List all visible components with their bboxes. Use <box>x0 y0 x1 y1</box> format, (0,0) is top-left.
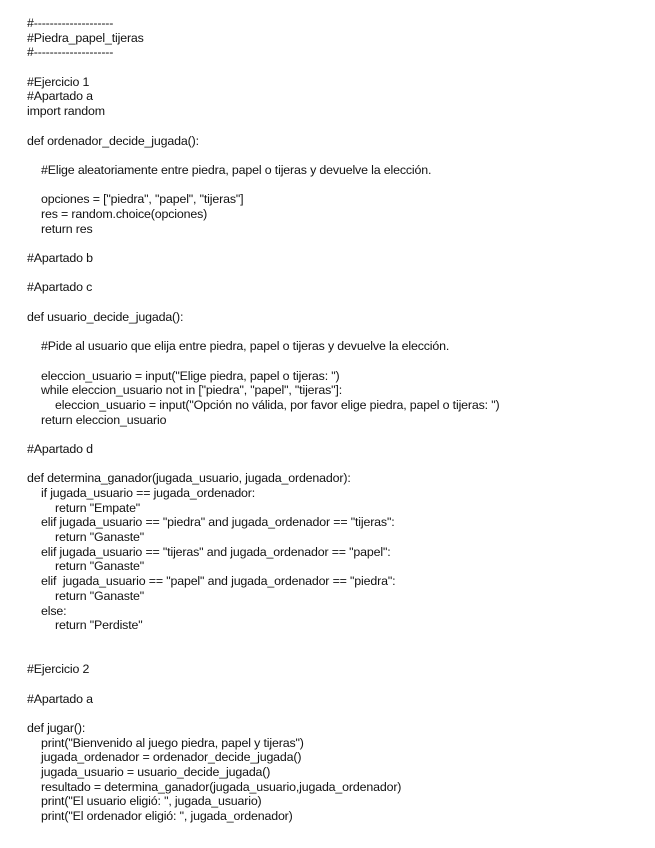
blank-line <box>27 178 647 193</box>
code-line: return "Perdiste" <box>55 618 143 633</box>
header-rule-top: #-------------------- <box>27 16 114 30</box>
ejercicio2-heading: #Ejercicio 2 <box>27 662 90 677</box>
code-line: return "Empate" <box>55 500 141 515</box>
code-line: elif jugada_usuario == "tijeras" and jugada_ordenador == "papel": <box>41 544 391 559</box>
usuario-def-line: def usuario_decide_jugada(): <box>27 309 184 324</box>
ejercicio1-apartado-d: #Apartado d <box>27 441 93 456</box>
code-line: eleccion_usuario = input("Opción no válida, por favor elige piedra, papel o tijeras: ") <box>55 397 500 412</box>
blank-line <box>27 324 647 339</box>
code-line: elif jugada_usuario == "papel" and jugada_ordenador == "piedra": <box>41 574 396 589</box>
blank-line <box>27 266 647 281</box>
code-line: print("El usuario eligió: ", jugada_usuario) <box>41 794 262 809</box>
blank-line <box>27 148 647 163</box>
code-line: return res <box>41 221 93 236</box>
code-line: jugada_usuario = usuario_decide_jugada() <box>41 765 271 780</box>
code-line: jugada_ordenador = ordenador_decide_jugada() <box>41 750 302 765</box>
ganador-def-line: def determina_ganador(jugada_usuario, jugada_ordenador): <box>27 471 351 486</box>
blank-line <box>27 677 647 692</box>
code-line: return "Ganaste" <box>55 588 145 603</box>
code-line: res = random.choice(opciones) <box>41 206 208 221</box>
jugar-def-line: def jugar(): <box>27 721 86 735</box>
code-line: print("Bienvenido al juego piedra, papel y tijeras") <box>41 735 304 750</box>
blank-line <box>27 427 647 442</box>
code-line: print("El ordenador eligió: ", jugada_ordenador) <box>41 809 293 824</box>
usuario-comment: #Pide al usuario que elija entre piedra, papel o tijeras y devuelve la elección. <box>41 339 450 354</box>
import-line: import random <box>27 104 105 119</box>
code-line: resultado = determina_ganador(jugada_usuario,jugada_ordenador) <box>41 779 402 794</box>
ejercicio1-heading: #Ejercicio 1 <box>27 74 90 89</box>
ordenador-def-line: def ordenador_decide_jugada(): <box>27 133 199 148</box>
code-line: return "Ganaste" <box>55 559 145 574</box>
blank-line <box>27 354 647 369</box>
blank-line <box>27 236 647 251</box>
code-line: while eleccion_usuario not in ["piedra", "papel", "tijeras"]: <box>41 383 343 398</box>
ejercicio2-apartado-a: #Apartado a <box>27 691 93 706</box>
blank-line <box>27 119 647 134</box>
code-line: if jugada_usuario == jugada_ordenador: <box>41 486 256 500</box>
ejercicio1-apartado-a: #Apartado a <box>27 89 93 104</box>
blank-line <box>27 648 647 663</box>
code-line: return eleccion_usuario <box>41 412 167 427</box>
blank-line <box>27 457 647 472</box>
code-line: return "Ganaste" <box>55 530 145 545</box>
blank-line <box>27 295 647 310</box>
blank-line <box>27 706 647 721</box>
code-document <box>27 16 647 824</box>
ordenador-comment: #Elige aleatoriamente entre piedra, papel o tijeras y devuelve la elección. <box>41 162 432 177</box>
blank-line <box>27 60 647 75</box>
code-line: eleccion_usuario = input("Elige piedra, papel o tijeras: ") <box>41 368 340 383</box>
code-line: elif jugada_usuario == "piedra" and jugada_ordenador == "tijeras": <box>41 515 395 530</box>
header-title: #Piedra_papel_tijeras <box>27 30 144 45</box>
header-rule-bottom: #-------------------- <box>27 45 114 60</box>
ejercicio1-apartado-b: #Apartado b <box>27 251 93 265</box>
code-line: else: <box>41 603 67 618</box>
code-line: opciones = ["piedra", "papel", "tijeras"] <box>41 192 244 207</box>
ejercicio1-apartado-c: #Apartado c <box>27 280 93 295</box>
blank-line <box>27 633 647 648</box>
